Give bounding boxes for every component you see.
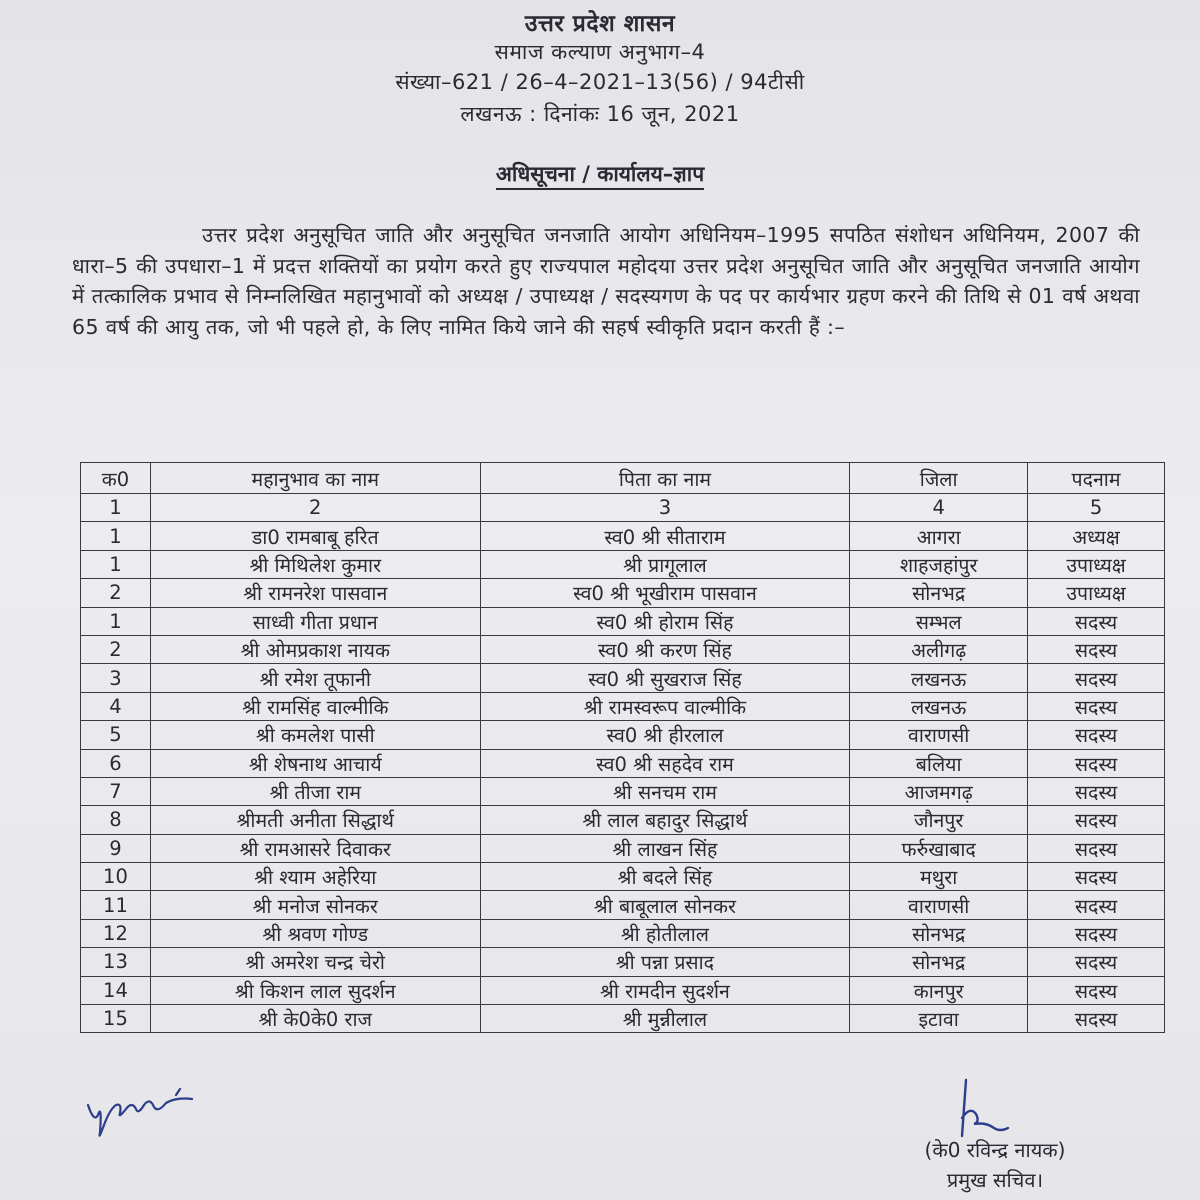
table-row [81, 522, 1165, 550]
row-serial: 2 [81, 635, 151, 663]
row-designation: सदस्य [1028, 777, 1165, 805]
row-father-name: श्री सनचम राम [480, 777, 850, 805]
row-father-name: स्व0 श्री होराम सिंह [480, 607, 850, 635]
row-father-name: श्री लाल बहादुर सिद्धार्थ [480, 806, 850, 834]
department-line: समाज कल्याण अनुभाग–4 [494, 40, 706, 64]
row-district: बलिया [850, 749, 1028, 777]
table-row [81, 579, 1165, 607]
row-father-name: श्री होतीलाल [480, 919, 850, 947]
row-name: श्री कमलेश पासी [150, 721, 480, 749]
table-row [81, 976, 1165, 1004]
row-designation: उपाध्यक्ष [1028, 579, 1165, 607]
row-district: सम्भल [850, 607, 1028, 635]
row-district: आगरा [850, 522, 1028, 550]
handwritten-initials [80, 1075, 210, 1145]
row-designation: अध्यक्ष [1028, 522, 1165, 550]
reference-number: संख्या–621 / 26–4–2021–13(56) / 94टीसी [395, 70, 805, 94]
table-row [81, 607, 1165, 635]
header-district: जिला [850, 463, 1028, 494]
row-district: मथुरा [850, 863, 1028, 891]
row-designation: सदस्य [1028, 607, 1165, 635]
table-row [81, 948, 1165, 976]
row-name: श्री किशन लाल सुदर्शन [150, 976, 480, 1004]
row-district: कानपुर [850, 976, 1028, 1004]
row-designation: सदस्य [1028, 635, 1165, 663]
column-number: 1 [81, 494, 151, 522]
row-designation: सदस्य [1028, 806, 1165, 834]
header-name: महानुभाव का नाम [150, 463, 480, 494]
row-district: वाराणसी [850, 891, 1028, 919]
table-column-number-row [81, 494, 1165, 522]
row-name: साध्वी गीता प्रधान [150, 607, 480, 635]
row-serial: 15 [81, 1005, 151, 1033]
row-designation: सदस्य [1028, 721, 1165, 749]
handwritten-signature [950, 1078, 1010, 1140]
row-district: शाहजहांपुर [850, 550, 1028, 578]
subject-heading [0, 160, 1200, 188]
row-father-name: श्री प्रागूलाल [480, 550, 850, 578]
table-row [81, 635, 1165, 663]
row-serial: 7 [81, 777, 151, 805]
notification-body: उत्तर प्रदेश अनुसूचित जाति और अनुसूचित जनजाति आयोग अधिनियम–1995 सपठित संशोधन अधिनियम, 2007 की धारा–5 की उपधारा–1 में प्रदत्त शक्तियों का प्रयोग करते हुए राज्यपाल महोदया उत्तर प्रदेश अनुसूचित जाति और अनुसूचित जनजाति आयोग में तत्कालिक प्रभाव से निम्नलिखित महानुभावों को अध्यक्ष / उपाध्यक्ष / सदस्यगण के पद पर कार्यभार ग्रहण करने की तिथि से 01 वर्ष अथवा 65 वर्ष की आयु तक, जो भी पहले हो, के लिए नामित किये जाने की सहर्ष स्वीकृति प्रदान करती हैं :– [72, 223, 1140, 339]
table-row [81, 777, 1165, 805]
row-district: सोनभद्र [850, 579, 1028, 607]
row-father-name: श्री बाबूलाल सोनकर [480, 891, 850, 919]
subject-text: अधिसूचना / कार्यालय–ज्ञाप [496, 162, 704, 190]
row-serial: 12 [81, 919, 151, 947]
row-designation: उपाध्यक्ष [1028, 550, 1165, 578]
row-serial: 14 [81, 976, 151, 1004]
place-date-line: लखनऊ : दिनांकः 16 जून, 2021 [460, 102, 740, 126]
row-name: श्री अमरेश चन्द्र चेरो [150, 948, 480, 976]
row-serial: 1 [81, 550, 151, 578]
row-name: श्री मनोज सोनकर [150, 891, 480, 919]
row-father-name: स्व0 श्री हीरलाल [480, 721, 850, 749]
row-district: आजमगढ़ [850, 777, 1028, 805]
row-district: सोनभद्र [850, 919, 1028, 947]
row-father-name: श्री बदले सिंह [480, 863, 850, 891]
row-name: श्री रामआसरे दिवाकर [150, 834, 480, 862]
table-row [81, 721, 1165, 749]
row-serial: 9 [81, 834, 151, 862]
table-row [81, 692, 1165, 720]
table-row [81, 1005, 1165, 1033]
row-designation: सदस्य [1028, 1005, 1165, 1033]
row-serial: 5 [81, 721, 151, 749]
nominee-table [80, 462, 1165, 1033]
table-row [81, 550, 1165, 578]
row-serial: 1 [81, 607, 151, 635]
row-district: वाराणसी [850, 721, 1028, 749]
table-row [81, 891, 1165, 919]
column-number: 5 [1028, 494, 1165, 522]
header-designation: पदनाम [1028, 463, 1165, 494]
row-serial: 11 [81, 891, 151, 919]
row-designation: सदस्य [1028, 664, 1165, 692]
column-number: 3 [480, 494, 850, 522]
row-name: श्री शेषनाथ आचार्य [150, 749, 480, 777]
row-father-name: स्व0 श्री भूखीराम पासवान [480, 579, 850, 607]
table-row [81, 863, 1165, 891]
row-father-name: स्व0 श्री सहदेव राम [480, 749, 850, 777]
row-father-name: श्री मुन्नीलाल [480, 1005, 850, 1033]
table-header-row [81, 463, 1165, 494]
row-serial: 1 [81, 522, 151, 550]
row-district: सोनभद्र [850, 948, 1028, 976]
row-district: इटावा [850, 1005, 1028, 1033]
header-father-name: पिता का नाम [480, 463, 850, 494]
row-district: फर्रुखाबाद [850, 834, 1028, 862]
row-district: लखनऊ [850, 664, 1028, 692]
row-father-name: श्री पन्ना प्रसाद [480, 948, 850, 976]
table-row [81, 919, 1165, 947]
govt-heading: उत्तर प्रदेश शासन [524, 11, 676, 37]
row-serial: 2 [81, 579, 151, 607]
row-designation: सदस्य [1028, 948, 1165, 976]
row-designation: सदस्य [1028, 919, 1165, 947]
row-designation: सदस्य [1028, 863, 1165, 891]
row-name: श्री ओमप्रकाश नायक [150, 635, 480, 663]
row-name: डा0 रामबाबू हरित [150, 522, 480, 550]
row-serial: 8 [81, 806, 151, 834]
table-row [81, 664, 1165, 692]
signatory-designation: प्रमुख सचिव। [946, 1168, 1044, 1192]
row-designation: सदस्य [1028, 692, 1165, 720]
table-row [81, 834, 1165, 862]
row-serial: 10 [81, 863, 151, 891]
row-name: श्री मिथिलेश कुमार [150, 550, 480, 578]
row-name: श्री के0के0 राज [150, 1005, 480, 1033]
row-name: श्री श्रवण गोण्ड [150, 919, 480, 947]
row-name: श्री रामसिंह वाल्मीकि [150, 692, 480, 720]
row-father-name: श्री लाखन सिंह [480, 834, 850, 862]
row-designation: सदस्य [1028, 834, 1165, 862]
row-district: अलीगढ़ [850, 635, 1028, 663]
row-father-name: स्व0 श्री करण सिंह [480, 635, 850, 663]
row-district: लखनऊ [850, 692, 1028, 720]
row-designation: सदस्य [1028, 976, 1165, 1004]
row-serial: 3 [81, 664, 151, 692]
row-designation: सदस्य [1028, 749, 1165, 777]
row-father-name: स्व0 श्री सीताराम [480, 522, 850, 550]
row-name: श्री रमेश तूफानी [150, 664, 480, 692]
signatory-block [880, 1135, 1110, 1195]
row-district: जौनपुर [850, 806, 1028, 834]
row-name: श्रीमती अनीता सिद्धार्थ [150, 806, 480, 834]
row-father-name: श्री रामस्वरूप वाल्मीकि [480, 692, 850, 720]
row-designation: सदस्य [1028, 891, 1165, 919]
signatory-name: (के0 रविन्द्र नायक) [924, 1138, 1066, 1162]
row-father-name: श्री रामदीन सुदर्शन [480, 976, 850, 1004]
column-number: 2 [150, 494, 480, 522]
row-serial: 13 [81, 948, 151, 976]
table-body [81, 522, 1165, 1033]
column-number: 4 [850, 494, 1028, 522]
table-row [81, 749, 1165, 777]
row-name: श्री श्याम अहेरिया [150, 863, 480, 891]
row-name: श्री रामनरेश पासवान [150, 579, 480, 607]
row-serial: 6 [81, 749, 151, 777]
table-row [81, 806, 1165, 834]
header-serial: क0 [81, 463, 151, 494]
row-father-name: स्व0 श्री सुखराज सिंह [480, 664, 850, 692]
row-serial: 4 [81, 692, 151, 720]
row-name: श्री तीजा राम [150, 777, 480, 805]
